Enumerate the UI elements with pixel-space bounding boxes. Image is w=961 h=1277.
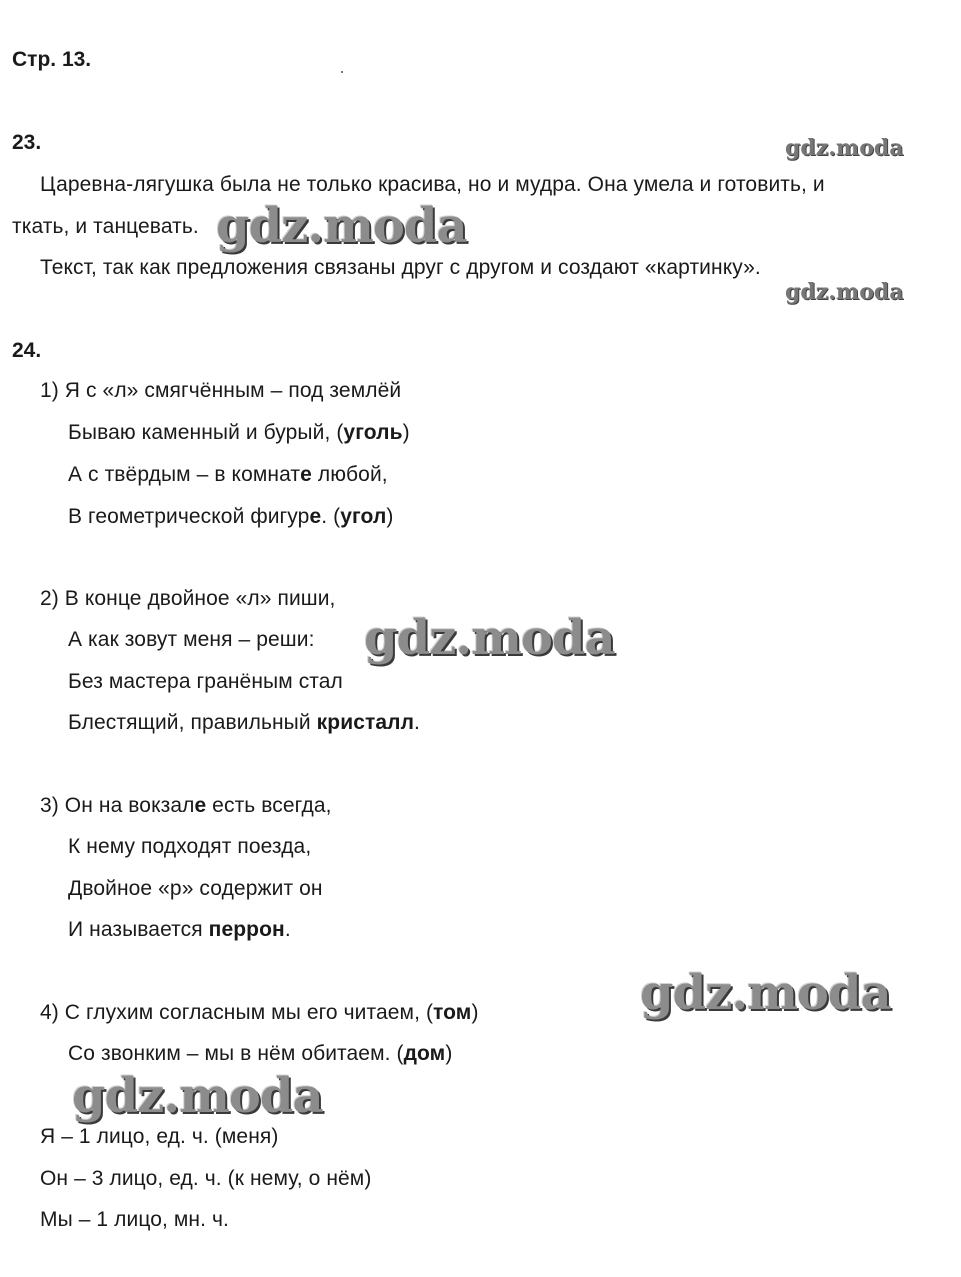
watermark-logo: gdz.moda — [640, 965, 891, 1021]
task-23-line-2: ткать, и танцевать. — [12, 215, 199, 238]
answer-word: кристалл — [316, 711, 415, 734]
answer-word: том — [433, 1001, 472, 1024]
watermark-logo: gdz.moda — [364, 610, 615, 666]
watermark-logo: gdz.moda — [72, 1068, 323, 1124]
riddle-3-line-4: И называется перрон. — [68, 918, 291, 941]
riddle-1-line-3: А с твёрдым – в комнате любой, — [68, 463, 388, 486]
pronoun-line: Я – 1 лицо, ед. ч. (меня) — [40, 1125, 279, 1148]
riddle-1-line-1: 1) Я с «л» смягчённым – под землёй — [40, 379, 402, 402]
riddle-1-line-4: В геометрической фигуре. (угол) — [68, 505, 394, 528]
answer-word: перрон — [208, 918, 285, 941]
task-24-number: 24. — [12, 339, 42, 362]
riddle-3-line-1: 3) Он на вокзале есть всегда, — [40, 794, 332, 817]
riddle-2-line-1: 2) В конце двойное «л» пиши, — [40, 587, 336, 610]
pronoun-line: Мы – 1 лицо, мн. ч. — [40, 1208, 229, 1231]
riddle-4-line-1: 4) С глухим согласным мы его читаем, (том) — [40, 1001, 479, 1024]
watermark-logo: gdz.moda — [785, 135, 904, 161]
answer-word: уголь — [343, 421, 403, 444]
riddle-1-line-2: Бываю каменный и бурый, (уголь) — [68, 421, 410, 444]
answer-word: угол — [340, 505, 387, 528]
riddle-4-line-2: Со звонким – мы в нём обитаем. (дом) — [68, 1042, 453, 1065]
pronoun-line: Он – 3 лицо, ед. ч. (к нему, о нём) — [40, 1167, 372, 1190]
task-23-number: 23. — [12, 131, 42, 154]
watermark-logo: gdz.moda — [216, 198, 467, 254]
riddle-2-line-4: Блестящий, правильный кристалл. — [68, 711, 420, 734]
task-23-line-1: Царевна-лягушка была не только красива, но и мудра. Она умела и готовить, и — [40, 173, 825, 196]
answer-word: дом — [403, 1042, 446, 1065]
riddle-2-line-3: Без мастера гранёным стал — [68, 670, 343, 693]
task-23-line-3: Текст, так как предложения связаны друг с другом и создают «картинку». — [40, 256, 761, 279]
page-header: Стр. 13. — [12, 48, 92, 71]
riddle-3-line-3: Двойное «р» содержит он — [68, 877, 323, 900]
stray-dot — [341, 71, 343, 73]
watermark-logo: gdz.moda — [785, 279, 904, 305]
riddle-2-line-2: А как зовут меня – реши: — [68, 628, 315, 651]
riddle-3-line-2: К нему подходят поезда, — [68, 835, 312, 858]
